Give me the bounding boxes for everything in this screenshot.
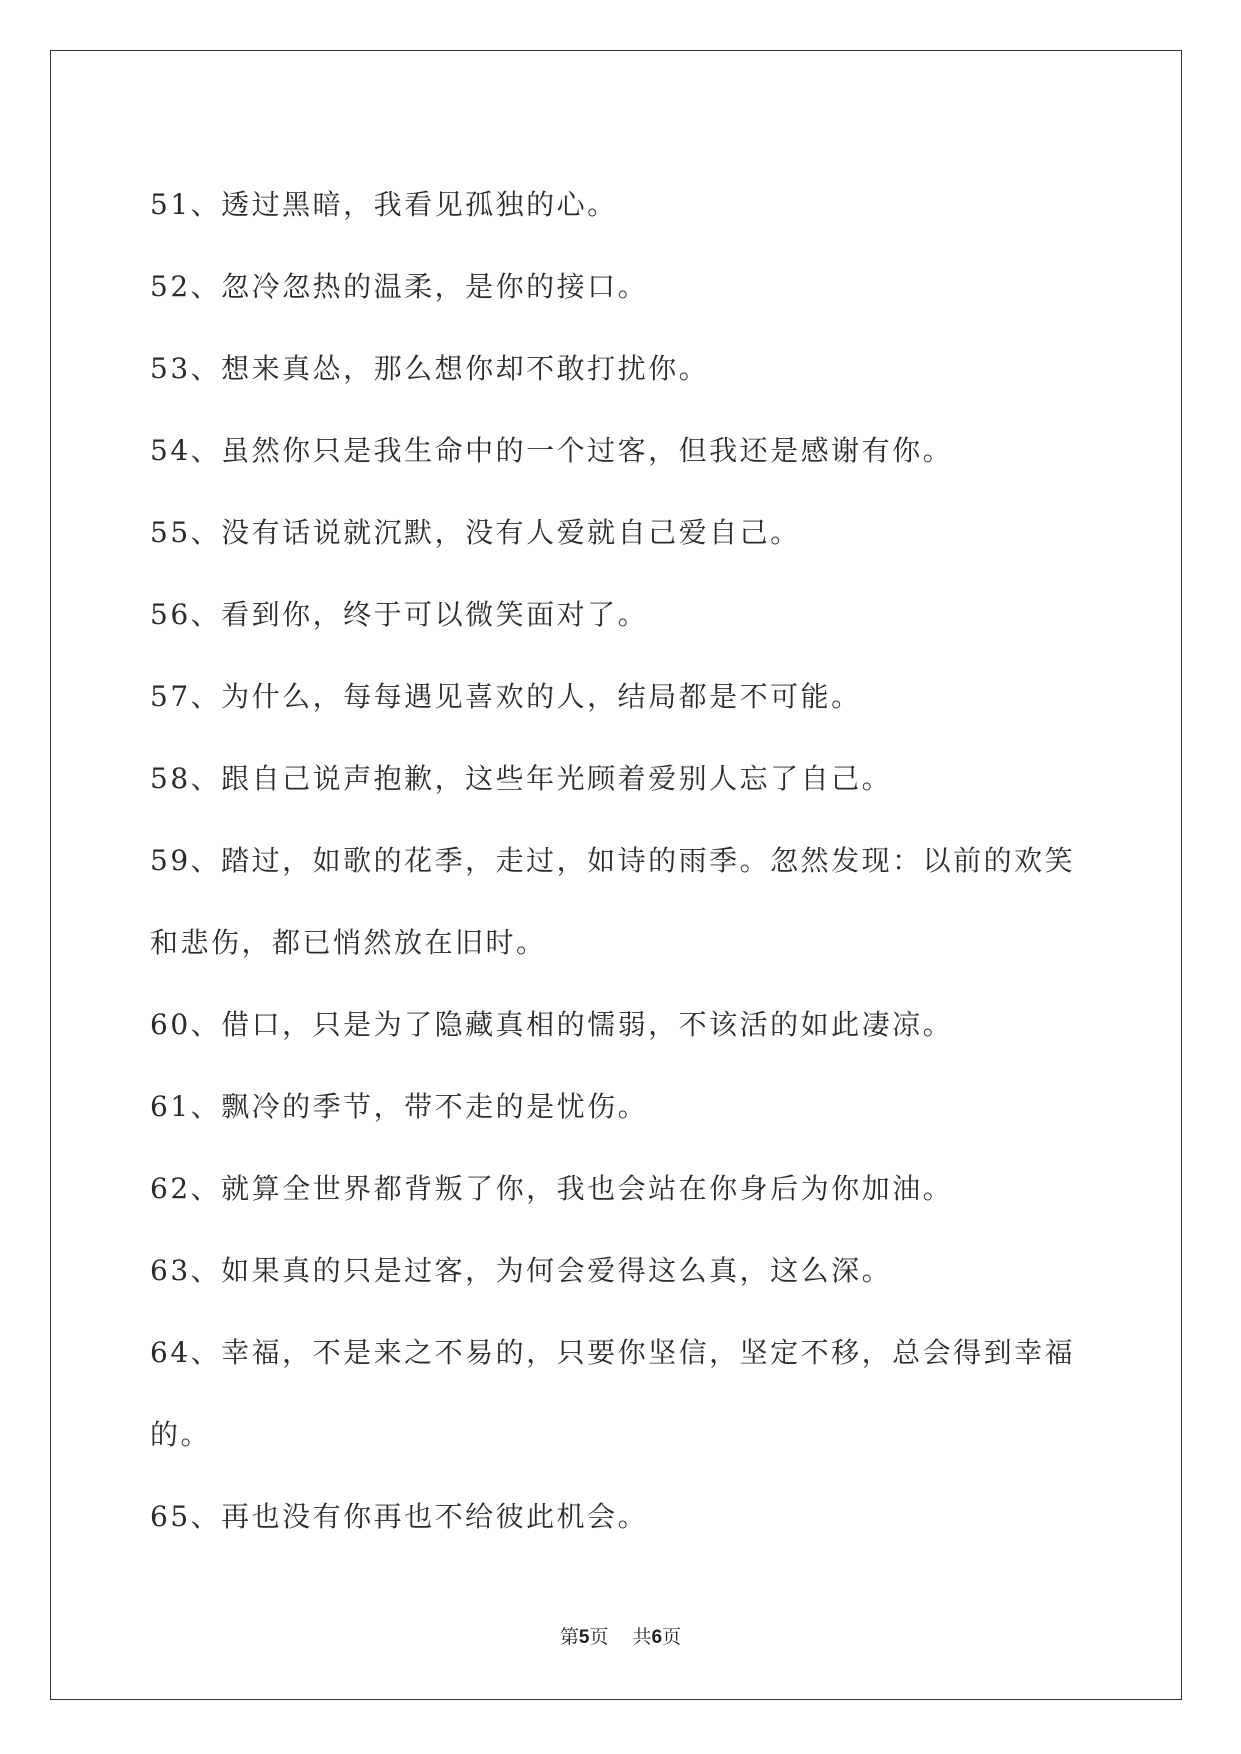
text-line: 和悲伤，都已悄然放在旧时。 <box>150 926 547 959</box>
text-line: 65、再也没有你再也不给彼此机会。 <box>150 1500 649 1533</box>
page-footer <box>0 1622 1241 1649</box>
text-line: 53、想来真怂，那么想你却不敢打扰你。 <box>150 352 710 385</box>
document-body <box>150 164 1090 1558</box>
text-line: 59、踏过，如歌的花季，走过，如诗的雨季。忽然发现：以前的欢笑 <box>150 844 1076 877</box>
page-suffix: 页 <box>589 1626 609 1648</box>
total-page-number: 6 <box>651 1627 663 1648</box>
text-line: 60、借口，只是为了隐藏真相的懦弱，不该活的如此凄凉。 <box>150 1008 954 1041</box>
text-line: 51、透过黑暗，我看见孤独的心。 <box>150 188 618 221</box>
page-prefix: 第 <box>559 1626 579 1648</box>
text-line: 的。 <box>150 1418 212 1451</box>
text-line: 52、忽冷忽热的温柔，是你的接口。 <box>150 270 649 303</box>
text-line: 54、虽然你只是我生命中的一个过客，但我还是感谢有你。 <box>150 434 954 467</box>
text-line: 58、跟自己说声抱歉，这些年光顾着爱别人忘了自己。 <box>150 762 893 795</box>
total-prefix: 共 <box>632 1626 652 1648</box>
current-page-number: 5 <box>578 1627 590 1648</box>
text-line: 61、飘冷的季节，带不走的是忧伤。 <box>150 1090 649 1123</box>
text-line: 57、为什么，每每遇见喜欢的人，结局都是不可能。 <box>150 680 862 713</box>
total-suffix: 页 <box>662 1626 682 1648</box>
text-line: 62、就算全世界都背叛了你，我也会站在你身后为你加油。 <box>150 1172 954 1205</box>
text-line: 63、如果真的只是过客，为何会爱得这么真，这么深。 <box>150 1254 893 1287</box>
text-line: 56、看到你，终于可以微笑面对了。 <box>150 598 649 631</box>
text-line: 55、没有话说就沉默，没有人爱就自己爱自己。 <box>150 516 801 549</box>
text-line: 64、幸福，不是来之不易的，只要你坚信，坚定不移，总会得到幸福 <box>150 1336 1076 1369</box>
